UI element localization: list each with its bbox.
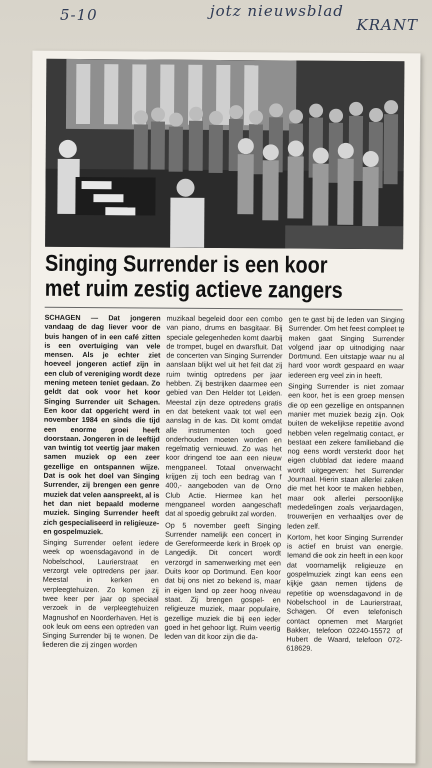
article-paragraph: Kortom, het koor Singing Surrender is actief en bruist van energie. Iemand die ook zin heeft in een koor dat voornamelijk religieuze en gospelmuziek zingt kan eens een kijkje gaan nemen tijdens de repetitie op woensdagavond in de Nobelschool in de Laurierstraat, Schagen. Of even telefonisch contact opnemen met Margriet Bakker, telefoon 02240-15572 of Hubert de Waard, telefoon 072-618629.	[286, 532, 404, 654]
article-paragraph: Singing Surrender oefent iedere week op woensdagavond in de Nobelschool, Laurierstraat en verzorgt vele optredens per jaar. Meestal in kerken en verpleegtehuizen. Zo komen zij twee keer per jaar op speciaal verzoek in de verpleegtehuizen Magnushof en Noorderhaven. Het is ook leuk om eens een optreden van Singing Surrender bij te wonen. De liederen die zij zingen worden	[42, 537, 160, 650]
article-paragraph: Singing Surrender is niet zomaar een koor, het is een groep mensen die op een gezellige en ontspannen manier met muziek bezig zijn. Ook buiten de wekelijkse repetitie avond hebben velen regelmatig contact, er bestaat een zekere familieband die nog eens wordt versterkt door het eigen clubblad dat iedere maand wordt uitgegeven: het Surrender Journaal. Hierin staan allerlei zaken die met het koor te maken hebben, maar ook allerlei persoonlijke mededelingen zoals verjaardagen, trouwerijen en verhaaltjes over de leden zelf.	[287, 381, 405, 531]
article-column-3	[286, 314, 404, 655]
choir-photo	[45, 59, 404, 249]
handwritten-source-2: KRANT	[356, 16, 418, 32]
newspaper-clipping	[28, 51, 421, 764]
article-headline	[45, 251, 358, 303]
handwritten-source: jotz nieuwsblad	[210, 2, 344, 20]
article-paragraph: Op 5 november geeft Singing Surrender namelijk een concert in de Gereformeerde kerk in Broek op Langedijk. Dit concert wordt verzorgd in samenwerking met een Duits koor op Dortmund. Een koor dat bij ons niet zo bekend is, maar in eigen land op zeer hoog niveau staat. Zij brengen gospel- en religieuze muziek, maar populaire, gezellige muziek die bij een ieder goed in het gehoor ligt. Ruim veertig leden van dit koor zijn die da-	[164, 520, 282, 642]
headline-divider	[45, 307, 403, 310]
article-body	[42, 313, 409, 756]
handwritten-note	[60, 2, 426, 32]
article-paragraph: gen te gast bij de leden van Singing Surrender. Om het feest compleet te maken gaat Singing Surrender volgend jaar op uitnodiging naar Dortmund. Een uitstapje waar nu al hard voor wordt gespaard en waar iedereen erg veel zin in heeft.	[288, 314, 405, 380]
article-paragraph: muzikaal begeleid door een combo van piano, drums en basgitaar. Bij speciale gelegenheden komt daarbij de trompet, bugel en dwarsfluit. Dat de concerten van Singing Surrender aanslaan blijkt wel uit het feit dat zij ruim twintig optredens per jaar hebben. Zij bestrijken daarmee een gebied van Den Helder tot Leiden. Meestal zijn deze optredens gratis en dat betekent vaak tot wel een aanslag in de kas. Dit komt omdat alle instrumenten toch goed onderhouden moeten worden en regelmatig vernieuwd. Zo was het koor dringend toe aan een nieuw mengpaneel. Totaal onverwacht krijgen zij toch een bedrag van f 400,- aangeboden van de Orno Club Actie. Hiermee kan het mengpaneel worden aangeschaft dat al spoedig gebruikt zal worden.	[165, 313, 283, 519]
headline-line-1: Singing Surrender is een koor	[44, 249, 328, 278]
handwritten-date: 5-10	[60, 6, 98, 24]
headline-line-2: met ruim zestig actieve zangers	[44, 274, 343, 303]
article-column-2	[164, 314, 282, 644]
article-column-1	[42, 313, 160, 652]
article-lead: SCHAGEN — Dat jongeren vandaag de dag liever voor de buis hangen of in een café zitten is een overtuiging van vele mensen. Als je echter ziet hoeveel jongeren actief zijn in een club of vereniging wordt deze mening meteen teniet gedaan. Zo geldt dat ook voor het koor Singing Surrender uit Schagen. Een koor dat opgericht werd in november 1984 en sinds die tijd een enorme groei heeft doorstaan. Jongeren in de leeftijd van twintig tot veertig jaar maken samen muziek op een zeer gezellige en ontspannen wijze. Dat is ook het doel van Singing Surrender, zij brengen een genre muziek dat velen aanspreekt, al is het dan niet bepaald moderne muziek. Singing Surrender heeft zich gespecialiseerd in religieuze- en gospelmuziek.	[43, 312, 161, 536]
